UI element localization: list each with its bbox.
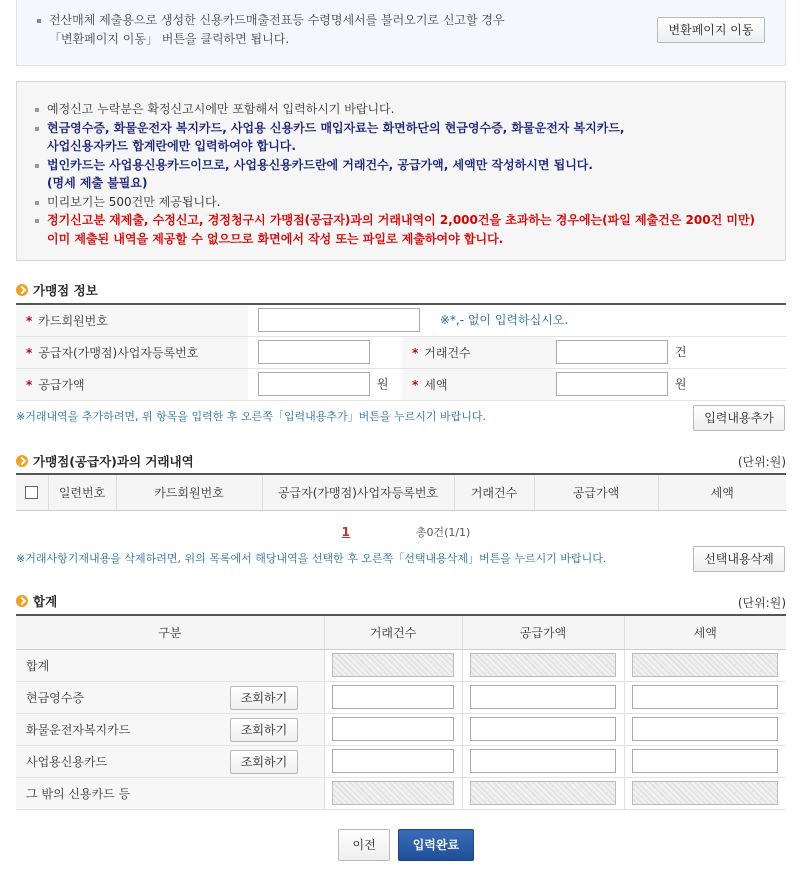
col-sum-supply: 공급가액 (462, 615, 624, 649)
guidance-notice-box (16, 81, 786, 261)
freight-card-count-input[interactable] (332, 717, 454, 741)
delete-selected-button[interactable]: 선택내용삭제 (693, 546, 785, 572)
card-number-label: * 카드회원번호 (16, 304, 248, 336)
card-number-input[interactable] (258, 308, 420, 332)
cash-receipt-count-input[interactable] (332, 685, 454, 709)
bottom-actions (0, 829, 812, 861)
cash-receipt-supply-input[interactable] (470, 685, 616, 709)
page-link-1[interactable]: 1 (341, 525, 350, 539)
count-input[interactable] (556, 340, 668, 364)
business-card-lookup-button[interactable]: 조회하기 (230, 750, 298, 774)
supply-amount-unit: 원 (376, 376, 389, 391)
conversion-page-button[interactable]: 변환페이지 이동 (657, 17, 765, 43)
delete-entry-note: ※거래사항기재내용을 삭제하려면, 위의 목록에서 해당내역을 선택한 후 오른쪽「선택내용삭제」버튼을 누르시기 바랍니다. (16, 552, 607, 565)
total-tax-field (632, 653, 778, 677)
row-cash-receipt-label: 현금영수증 조회하기 (16, 681, 324, 713)
biz-number-label: * 공급자(가맹점)사업자등록번호 (16, 336, 248, 368)
notice-line-4: 미리보기는 500건만 제공됩니다. (33, 193, 755, 212)
section-bullet-icon (16, 455, 28, 467)
notice-line-5b: 이미 제출된 내역을 제공할 수 없으므로 화면에서 작성 또는 파일로 제출하여야 합니다. (47, 231, 504, 246)
notice-line-1: 예정신고 누락분은 확정신고시에만 포함해서 입력하시기 바랍니다. (33, 100, 755, 119)
col-category: 구분 (16, 615, 324, 649)
notice-line-2a: 현금영수증, 화물운전자 복지카드, 사업용 신용카드 매입자료는 화면하단의 현금영수증, 화물운전자 복지카드, (33, 119, 755, 138)
other-card-count-field (332, 781, 454, 805)
col-biz-number: 공급자(가맹점)사업자등록번호 (262, 474, 454, 510)
supply-amount-label: * 공급가액 (16, 368, 248, 400)
select-all-checkbox[interactable] (25, 486, 38, 499)
summary-section-title: 합계 (16, 592, 57, 610)
business-card-supply-input[interactable] (470, 749, 616, 773)
tax-label: * 세액 (402, 368, 556, 400)
business-card-count-input[interactable] (332, 749, 454, 773)
tax-input[interactable] (556, 372, 668, 396)
count-label: * 거래건수 (402, 336, 556, 368)
business-card-tax-input[interactable] (632, 749, 778, 773)
add-entry-note: ※거래내역을 추가하려면, 위 항목을 입력한 후 오른쪽「입력내용추가」버튼을 누르시기 바랍니다. (16, 410, 486, 423)
biz-number-input[interactable] (258, 340, 370, 364)
merchant-section-title: 가맹점 정보 (16, 281, 98, 299)
count-unit: 건 (674, 344, 687, 359)
col-count: 거래건수 (454, 474, 534, 510)
row-freight-card-label: 화물운전자복지카드 조회하기 (16, 713, 324, 745)
col-serial: 일련번호 (48, 474, 116, 510)
history-unit: (단위:원) (737, 455, 786, 469)
summary-table (16, 614, 786, 810)
pagination (0, 524, 812, 540)
select-all-header (16, 474, 48, 510)
total-supply-field (470, 653, 616, 677)
col-sum-tax: 세액 (624, 615, 786, 649)
summary-unit: (단위:원) (737, 596, 786, 610)
cash-receipt-tax-input[interactable] (632, 685, 778, 709)
total-count-field (332, 653, 454, 677)
col-sum-count: 거래건수 (324, 615, 462, 649)
history-section-title: 가맹점(공급자)과의 거래내역 (16, 452, 194, 470)
tax-unit: 원 (674, 376, 687, 391)
col-supply: 공급가액 (534, 474, 658, 510)
section-bullet-icon (16, 595, 28, 607)
notice-line-3a: 법인카드는 사업용신용카드이므로, 사업용신용카드란에 거래건수, 공급가액, 세액만 작성하시면 됩니다. (33, 156, 755, 175)
submit-button[interactable]: 입력완료 (398, 829, 474, 861)
history-table (16, 473, 786, 511)
notice-line-2b: 사업신용자카드 합계란에만 입력하여야 합니다. (47, 139, 296, 153)
section-bullet-icon (16, 284, 28, 296)
notice-line-3b: (명세 제출 불필요) (47, 176, 148, 190)
conversion-notice-line1: 전산매체 제출용으로 생성한 신용카드매출전표등 수령명세서를 불러오기로 신고할 경우 (37, 11, 505, 30)
freight-card-lookup-button[interactable]: 조회하기 (230, 718, 298, 742)
freight-card-tax-input[interactable] (632, 717, 778, 741)
cash-receipt-lookup-button[interactable]: 조회하기 (230, 686, 298, 710)
row-other-card-label: 그 밖의 신용카드 등 (16, 777, 324, 809)
freight-card-supply-input[interactable] (470, 717, 616, 741)
notice-line-5a: 정기신고분 재제출, 수정신고, 경정청구시 가맹점(공급자)과의 거래내역이 2,000건을 초과하는 경우에는(파일 제출건은 200건 미만) (33, 211, 755, 230)
add-entry-button[interactable]: 입력내용추가 (693, 405, 785, 431)
other-card-supply-field (470, 781, 616, 805)
card-number-hint: ※*,- 없이 입력하십시오. (439, 312, 569, 327)
conversion-notice-box (16, 0, 786, 66)
other-card-tax-field (632, 781, 778, 805)
total-count: 총0건(1/1) (415, 526, 471, 539)
conversion-notice-line2: 「변환페이지 이동」 버튼을 클릭하면 됩니다. (49, 32, 290, 46)
col-card-number: 카드회원번호 (116, 474, 262, 510)
col-tax: 세액 (658, 474, 786, 510)
row-business-card-label: 사업용신용카드 조회하기 (16, 745, 324, 777)
row-total-label: 합계 (16, 649, 324, 681)
prev-button[interactable]: 이전 (338, 829, 390, 861)
merchant-info-table (16, 303, 786, 401)
supply-amount-input[interactable] (258, 372, 370, 396)
